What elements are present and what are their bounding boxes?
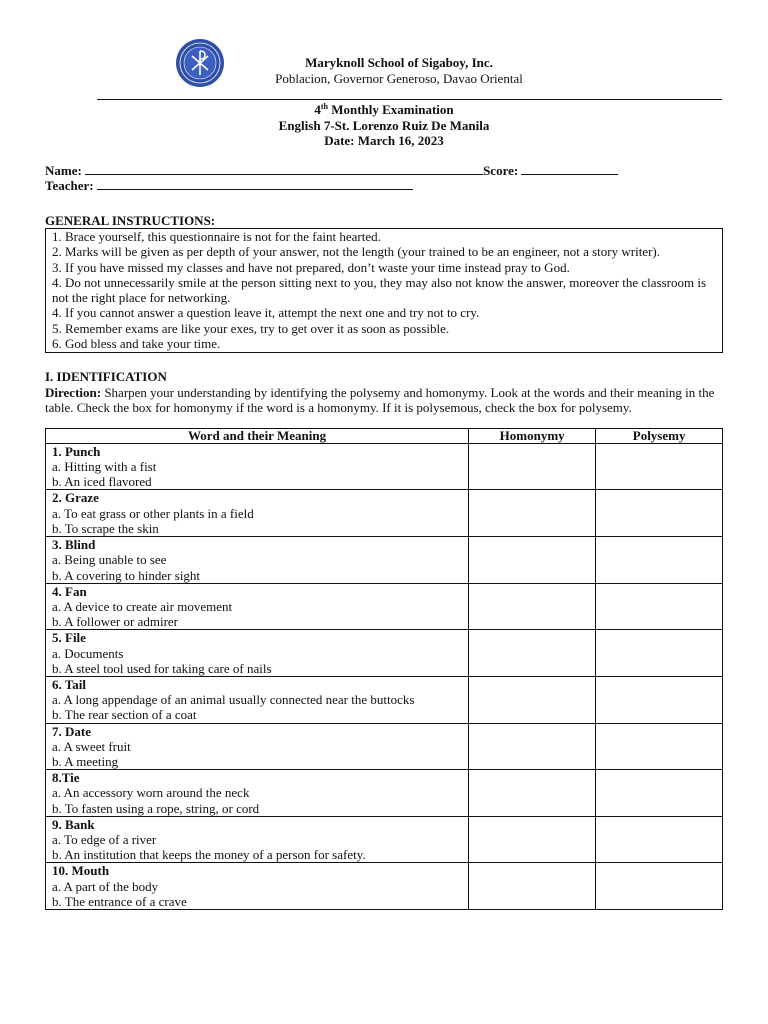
- school-seal-icon: [175, 38, 225, 88]
- homonymy-checkbox[interactable]: [469, 863, 596, 910]
- word-cell: [46, 816, 469, 863]
- name-score-row: [45, 163, 723, 179]
- exam-ordinal: 4: [314, 102, 321, 117]
- meaning-b: b. A covering to hinder sight: [52, 567, 201, 583]
- word-cell: [46, 770, 469, 817]
- meaning-b: b. A steel tool used for taking care of nails: [52, 660, 272, 676]
- word-cell: [46, 490, 469, 537]
- word-title: 7. Date: [52, 723, 91, 739]
- name-label: Name:: [45, 162, 82, 178]
- word-title: 4. Fan: [52, 583, 87, 599]
- homonymy-checkbox[interactable]: [469, 816, 596, 863]
- meaning-b: b. An iced flavored: [52, 474, 152, 490]
- table-row: [46, 863, 723, 910]
- table-row: [46, 816, 723, 863]
- word-title: 2. Graze: [52, 490, 99, 506]
- polysemy-checkbox[interactable]: [596, 816, 723, 863]
- homonymy-checkbox[interactable]: [469, 537, 596, 584]
- polysemy-checkbox[interactable]: [596, 443, 723, 490]
- teacher-blank[interactable]: [97, 178, 413, 190]
- teacher-label: Teacher:: [45, 178, 94, 193]
- instruction-item: 5. Remember exams are like your exes, try to get over it as soon as possible.: [52, 320, 450, 336]
- meaning-b: b. An institution that keeps the money of a person for safety.: [52, 847, 366, 863]
- word-title: 8.Tie: [52, 770, 80, 786]
- header-homonymy: Homonymy: [469, 428, 596, 443]
- table-body: [46, 443, 723, 909]
- instructions-box: [45, 228, 723, 353]
- meaning-a: a. A long appendage of an animal usually connected near the buttocks: [52, 692, 415, 708]
- direction-label: Direction:: [45, 384, 102, 400]
- teacher-row: [45, 178, 723, 194]
- word-cell: [46, 723, 469, 770]
- homonymy-checkbox[interactable]: [469, 630, 596, 677]
- header-polysemy: Polysemy: [596, 428, 723, 443]
- table-row: [46, 676, 723, 723]
- section-heading: I. IDENTIFICATION: [45, 369, 167, 385]
- word-cell: [46, 676, 469, 723]
- meaning-a: a. Hitting with a fist: [52, 459, 157, 475]
- meaning-a: a. An accessory worn around the neck: [52, 785, 250, 801]
- word-title: 1. Punch: [52, 443, 101, 459]
- meaning-a: a. A device to create air movement: [52, 598, 233, 614]
- table-row: [46, 490, 723, 537]
- homonymy-checkbox[interactable]: [469, 723, 596, 770]
- exam-subject: English 7-St. Lorenzo Ruiz De Manila: [278, 117, 490, 133]
- score-label: Score:: [483, 162, 519, 178]
- table-row: [46, 630, 723, 677]
- word-title: 5. File: [52, 630, 86, 646]
- homonymy-checkbox[interactable]: [469, 583, 596, 630]
- exam-date: Date: March 16, 2023: [324, 133, 444, 148]
- instruction-item: 4. Do not unnecessarily smile at the person sitting next to you, they may also not know the answer, moreover the classroom is not the right place for networking.: [52, 274, 707, 306]
- word-cell: [46, 537, 469, 584]
- exam-title-block: [45, 102, 723, 149]
- table-header-row: [46, 428, 723, 443]
- exam-title: [45, 102, 723, 118]
- polysemy-checkbox[interactable]: [596, 723, 723, 770]
- meaning-b: b. A follower or admirer: [52, 614, 178, 630]
- word-title: 10. Mouth: [52, 863, 110, 879]
- word-cell: [46, 583, 469, 630]
- polysemy-checkbox[interactable]: [596, 490, 723, 537]
- meaning-b: b. To fasten using a rope, string, or cord: [52, 800, 260, 816]
- polysemy-checkbox[interactable]: [596, 863, 723, 910]
- meaning-a: a. A part of the body: [52, 878, 159, 894]
- polysemy-checkbox[interactable]: [596, 770, 723, 817]
- exam-ordinal-suffix: th: [320, 102, 328, 111]
- meaning-a: a. A sweet fruit: [52, 738, 131, 754]
- table-row: [46, 770, 723, 817]
- homonymy-checkbox[interactable]: [469, 443, 596, 490]
- instruction-item: 4. If you cannot answer a question leave it, attempt the next one and try not to cry.: [52, 305, 480, 321]
- word-cell: [46, 443, 469, 490]
- polysemy-checkbox[interactable]: [596, 583, 723, 630]
- word-title: 6. Tail: [52, 676, 86, 692]
- table-row: [46, 537, 723, 584]
- instruction-item: 2. Marks will be given as per depth of your answer, not the length (your trained to be an engineer, not a story writer).: [52, 244, 660, 260]
- student-fields: [45, 163, 723, 194]
- word-cell: [46, 863, 469, 910]
- homonymy-checkbox[interactable]: [469, 770, 596, 817]
- direction-text: Sharpen your understanding by identifying the polysemy and homonymy. Look at the words and their meaning in the table. Check the box for homonymy if the word is a homonymy. If it is polysemous, check the box for polysemy.: [45, 384, 715, 416]
- word-cell: [46, 630, 469, 677]
- meaning-a: a. Documents: [52, 645, 124, 661]
- homonymy-checkbox[interactable]: [469, 490, 596, 537]
- school-name: Maryknoll School of Sigaboy, Inc.: [305, 55, 493, 70]
- homonymy-checkbox[interactable]: [469, 676, 596, 723]
- word-title: 3. Blind: [52, 537, 96, 553]
- polysemy-checkbox[interactable]: [596, 537, 723, 584]
- meaning-a: a. To eat grass or other plants in a field: [52, 505, 254, 521]
- school-address: Poblacion, Governor Generoso, Davao Oriental: [275, 70, 523, 86]
- table-row: [46, 583, 723, 630]
- instructions-heading: GENERAL INSTRUCTIONS:: [45, 212, 216, 228]
- table-row: [46, 723, 723, 770]
- header-word: Word and their Meaning: [46, 428, 469, 443]
- polysemy-checkbox[interactable]: [596, 676, 723, 723]
- school-header: [45, 38, 723, 90]
- table-row: [46, 443, 723, 490]
- meaning-b: b. To scrape the skin: [52, 520, 159, 536]
- meaning-b: b. A meeting: [52, 753, 119, 769]
- name-blank[interactable]: [85, 163, 483, 175]
- instruction-item: 6. God bless and take your time.: [52, 336, 221, 352]
- instruction-item: 1. Brace yourself, this questionnaire is not for the faint hearted.: [52, 229, 381, 244]
- meaning-b: b. The rear section of a coat: [52, 707, 197, 723]
- meaning-a: a. Being unable to see: [52, 552, 167, 568]
- header-divider: [97, 99, 722, 100]
- section-direction: [45, 385, 723, 416]
- exam-page: [45, 38, 723, 910]
- meaning-b: b. The entrance of a crave: [52, 893, 187, 909]
- meaning-a: a. To edge of a river: [52, 831, 157, 847]
- instruction-item: 3. If you have missed my classes and have not prepared, don’t waste your time instead pray to God.: [52, 259, 570, 275]
- exam-title-text: Monthly Examination: [327, 102, 454, 117]
- word-title: 9. Bank: [52, 816, 95, 832]
- identification-table: [45, 428, 723, 910]
- score-blank[interactable]: [521, 163, 618, 175]
- polysemy-checkbox[interactable]: [596, 630, 723, 677]
